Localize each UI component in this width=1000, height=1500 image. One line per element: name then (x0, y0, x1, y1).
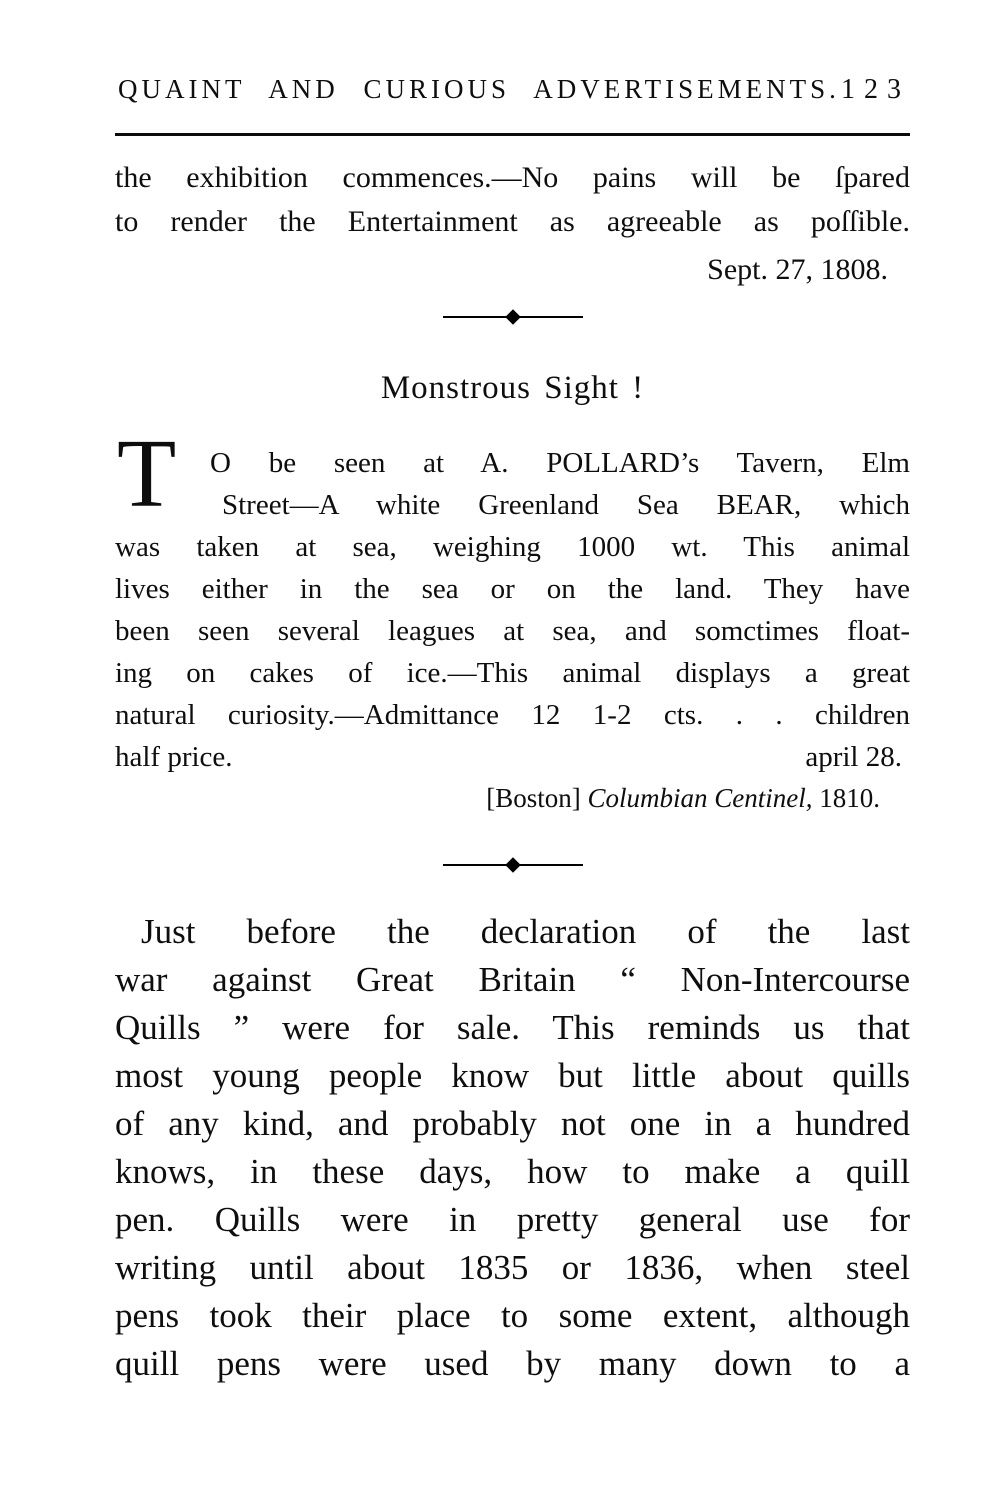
text-line: to render the Entertainment as agreeable as poſſible. (115, 205, 910, 238)
intro-paragraph (115, 156, 910, 244)
running-header (118, 74, 910, 106)
text-line: Just before the declaration of the last (141, 912, 910, 951)
text-line: ing on cakes of ice.—This animal displays a great (115, 657, 910, 689)
text-line: of any kind, and probably not one in a hundred (115, 1104, 910, 1143)
text-line: natural curiosity.—Admittance 12 1-2 cts. . . children (115, 699, 910, 731)
text-line: been seen several leagues at sea, and somctimes float- (115, 615, 910, 647)
text-line: writing until about 1835 or 1836, when steel (115, 1248, 910, 1287)
citation-year: 1810. (812, 783, 880, 813)
text-line: war against Great Britain “ Non-Intercourse (115, 960, 910, 999)
page-number: 123 (841, 74, 910, 105)
date-line: Sept. 27, 1808. (707, 253, 888, 286)
section-divider (443, 309, 583, 325)
text-line: pens took their place to some extent, although (115, 1296, 910, 1335)
text-line: knows, in these days, how to make a quill (115, 1152, 910, 1191)
header-rule (115, 133, 910, 136)
diamond-icon (505, 309, 521, 325)
text-line: the exhibition commences.—No pains will be ſpared (115, 161, 910, 194)
running-header-title: QUAINT AND CURIOUS ADVERTISEMENTS. (118, 74, 840, 104)
text-line: Quills ” were for sale. This reminds us that (115, 1008, 910, 1047)
text-line: most young people know but little about quills (115, 1056, 910, 1095)
text-line: was taken at sea, weighing 1000 wt. This animal (115, 531, 910, 563)
citation-source: Columbian Centinel, (587, 783, 813, 813)
diamond-icon (505, 857, 521, 873)
ad-date: april 28. (805, 741, 902, 773)
text-line (115, 736, 910, 778)
text-line: pen. Quills were in pretty general use for (115, 1200, 910, 1239)
text-line: O be seen at A. POLLARD’s Tavern, Elm (210, 447, 910, 479)
ad-heading: Monstrous Sight ! (380, 370, 645, 406)
section-divider (443, 857, 583, 873)
citation-location: [Boston] (486, 783, 588, 813)
text-line: Street—A white Greenland Sea BEAR, which (222, 489, 910, 521)
citation-line (115, 780, 910, 816)
ad-paragraph (115, 442, 910, 778)
drop-cap-letter: T (117, 420, 177, 527)
body-paragraph (115, 908, 910, 1388)
ad-closing-text: half price. (115, 741, 233, 773)
text-line: quill pens were used by many down to a (115, 1344, 910, 1383)
text-line: lives either in the sea or on the land. They have (115, 573, 910, 605)
